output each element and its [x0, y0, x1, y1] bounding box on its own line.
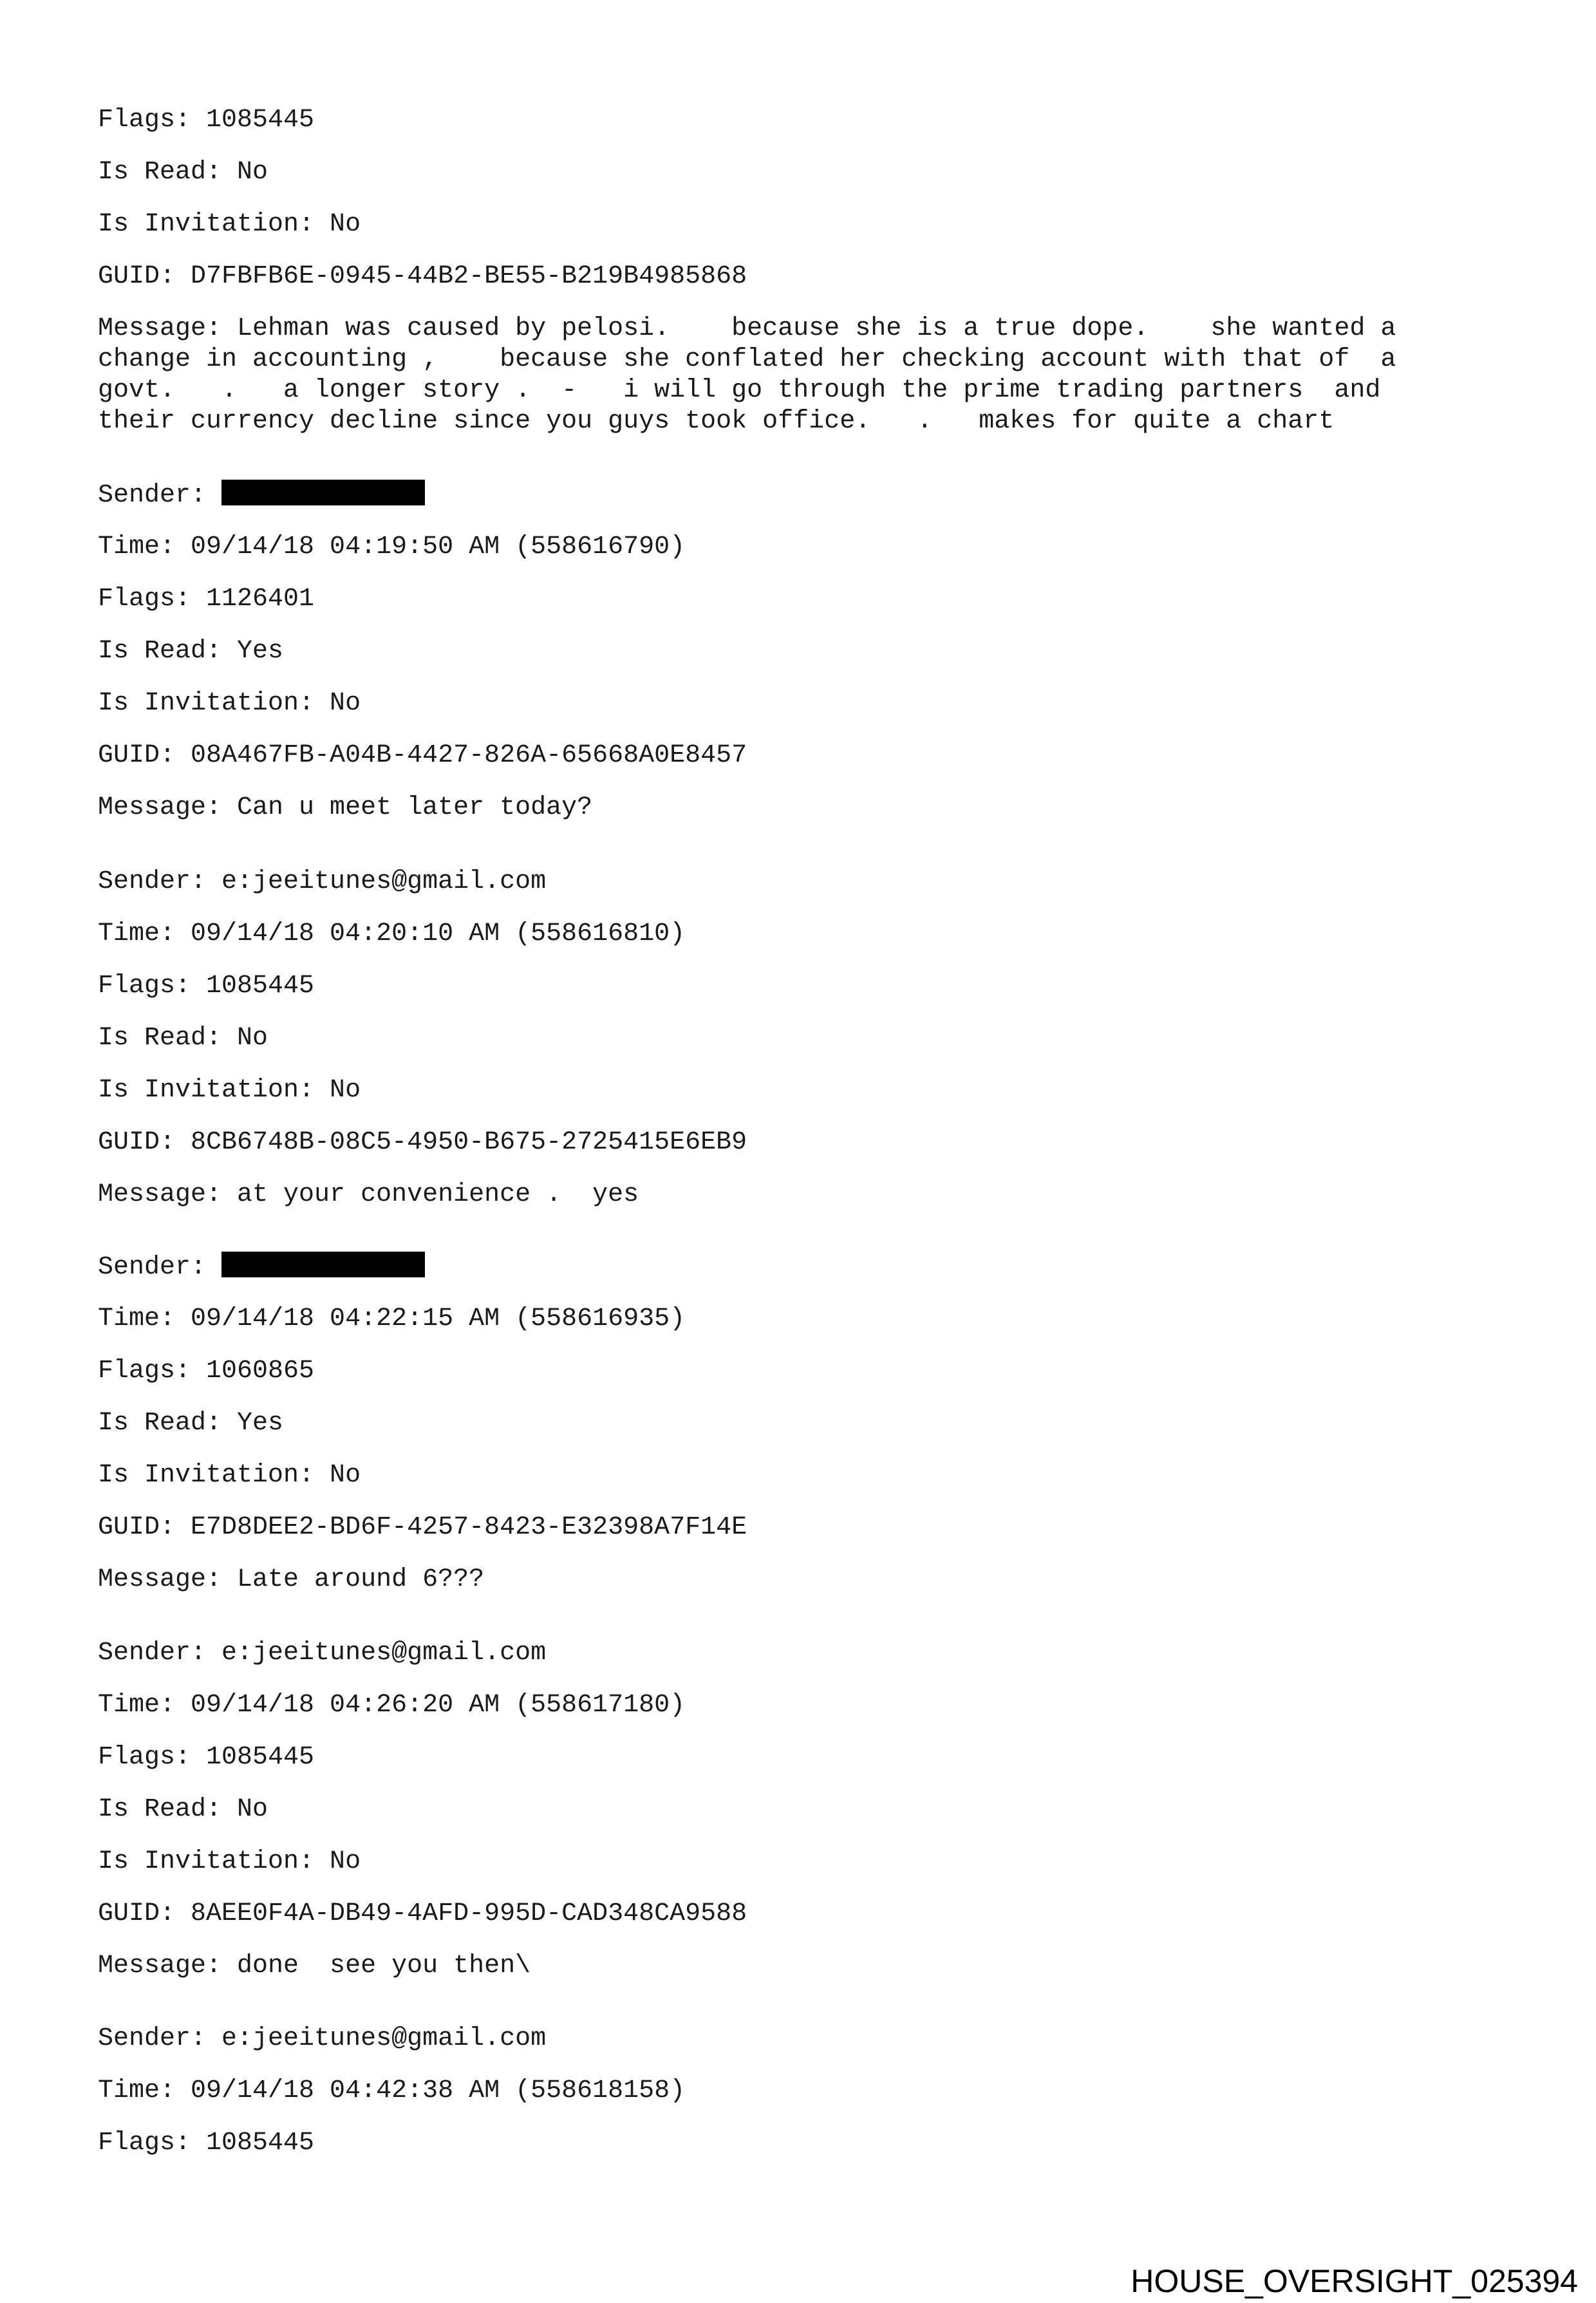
record-flags: Flags: 1060865: [98, 1357, 315, 1386]
record-flags: Flags: 1085445: [98, 2129, 315, 2157]
record-flags: Flags: 1085445: [98, 972, 315, 1001]
record-time: Time: 09/14/18 04:20:10 AM (558616810): [98, 919, 686, 948]
record-guid: GUID: 8AEE0F4A-DB49-4AFD-995D-CAD348CA9588: [98, 1899, 747, 1928]
record-message: Message: Lehman was caused by pelosi. because she is a true dope. she wanted a change in accounting , because she conflated her checking account with that of a govt. . a longer story . - i will go through the prime trading partners and their currency decline since you guys took office. . makes for quite a chart: [98, 314, 1396, 436]
record-sender: Sender: e:jeeitunes@gmail.com: [98, 867, 547, 896]
sender-label: Sender:: [98, 481, 222, 510]
record-sender: Sender: e:jeeitunes@gmail.com: [98, 1639, 547, 1668]
record-flags: Flags: 1126401: [98, 585, 315, 614]
record-message: Message: at your convenience . yes: [98, 1180, 639, 1209]
redaction-bar: [221, 1252, 425, 1277]
record-flags: Flags: 1085445: [98, 106, 315, 135]
record-flags: Flags: 1085445: [98, 1743, 315, 1772]
record-guid: GUID: E7D8DEE2-BD6F-4257-8423-E32398A7F14E: [98, 1513, 747, 1542]
record-is-read: Is Read: No: [98, 158, 268, 187]
record-sender: Sender: e:jeeitunes@gmail.com: [98, 2024, 547, 2053]
record-is-invitation: Is Invitation: No: [98, 1076, 361, 1105]
record-guid: GUID: 08A467FB-A04B-4427-826A-65668A0E8457: [98, 741, 747, 770]
bates-number: HOUSE_OVERSIGHT_025394: [1131, 2263, 1578, 2299]
sender-label: Sender:: [98, 1253, 222, 1282]
record-is-read: Is Read: Yes: [98, 637, 284, 666]
record-time: Time: 09/14/18 04:19:50 AM (558616790): [98, 532, 686, 561]
record-message: Message: Can u meet later today?: [98, 793, 593, 822]
record-is-invitation: Is Invitation: No: [98, 1847, 361, 1876]
record-guid: GUID: 8CB6748B-08C5-4950-B675-2725415E6EB9: [98, 1128, 747, 1157]
record-sender: [98, 1252, 425, 1283]
record-time: Time: 09/14/18 04:26:20 AM (558617180): [98, 1691, 686, 1720]
record-is-invitation: Is Invitation: No: [98, 1461, 361, 1490]
record-is-read: Is Read: No: [98, 1795, 268, 1824]
record-time: Time: 09/14/18 04:22:15 AM (558616935): [98, 1304, 686, 1333]
record-is-read: Is Read: No: [98, 1024, 268, 1053]
record-is-invitation: Is Invitation: No: [98, 689, 361, 718]
record-message: Message: done see you then\: [98, 1951, 531, 1980]
record-is-read: Is Read: Yes: [98, 1409, 284, 1438]
record-is-invitation: Is Invitation: No: [98, 210, 361, 239]
record-message: Message: Late around 6???: [98, 1565, 485, 1594]
record-guid: GUID: D7FBFB6E-0945-44B2-BE55-B219B4985868: [98, 262, 747, 291]
record-sender: [98, 480, 425, 511]
redaction-bar: [221, 480, 425, 505]
record-time: Time: 09/14/18 04:42:38 AM (558618158): [98, 2076, 686, 2105]
